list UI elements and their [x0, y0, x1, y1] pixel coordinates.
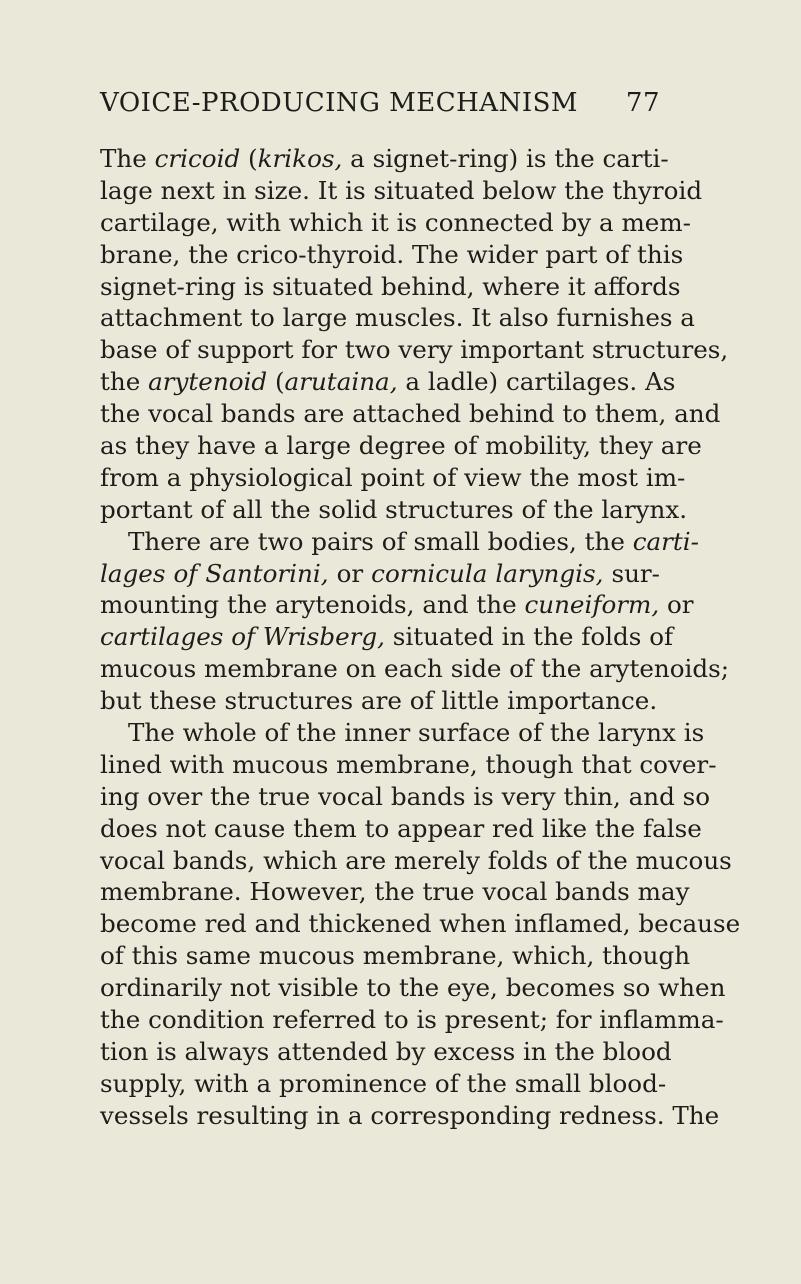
text-line: [100, 558, 660, 590]
text-segment: The: [100, 144, 155, 173]
text-segment: vessels resulting in a corresponding redness. The: [100, 1100, 720, 1130]
text-line: [100, 940, 691, 972]
text-segment: mucous membrane on each side of the arytenoids;: [100, 654, 730, 684]
text-segment: tion is always attended by excess in the blood: [100, 1036, 672, 1066]
text-line: [100, 908, 741, 940]
text-segment: from a physiological point of view the most im-: [100, 462, 686, 492]
text-line: [100, 334, 729, 366]
running-head: VOICE-PRODUCING MECHANISM: [100, 88, 579, 118]
italic-term: arutaina,: [284, 367, 398, 397]
text-segment: attachment to large muscles. It also furnishes a: [100, 303, 695, 333]
text-line: [100, 621, 674, 653]
italic-term: carti-: [632, 526, 699, 556]
italic-term: krikos,: [257, 144, 343, 173]
text-segment: lage next in size. It is situated below the thyroid: [100, 175, 703, 205]
text-segment: (: [240, 144, 258, 173]
text-segment: sur-: [603, 558, 660, 588]
text-segment: The whole of the inner surface of the larynx is: [128, 718, 705, 748]
text-line: [100, 175, 703, 207]
italic-term: cricoid: [154, 144, 241, 173]
text-segment: lined with mucous membrane, though that cover-: [100, 749, 717, 779]
text-segment: a signet-ring) is the carti-: [342, 144, 669, 173]
text-line: [100, 398, 721, 430]
text-segment: ing over the true vocal bands is very thin, and so: [100, 781, 711, 811]
text-segment: of this same mucous membrane, which, though: [100, 941, 691, 971]
text-segment: base of support for two very important structures,: [100, 335, 729, 365]
text-segment: (: [267, 367, 285, 397]
text-segment: as they have a large degree of mobility, they are: [100, 431, 702, 461]
text-line: [100, 1100, 720, 1132]
body-text: [100, 143, 741, 1132]
page-number: 77: [625, 88, 660, 118]
text-segment: does not cause them to appear red like the false: [100, 813, 702, 843]
text-segment: the condition referred to is present; for inflamma-: [100, 1005, 724, 1035]
text-line: [100, 845, 732, 877]
text-segment: vocal bands, which are merely folds of the mucous: [100, 845, 732, 875]
text-line: [100, 653, 730, 685]
text-segment: become red and thickened when inflamed, because: [100, 909, 741, 939]
italic-term: cornicula laryngis,: [371, 558, 604, 588]
italic-term: cuneiform,: [524, 590, 660, 620]
text-line: [100, 972, 726, 1004]
text-line: [100, 717, 705, 749]
text-line: [100, 430, 702, 462]
text-line: [100, 143, 669, 175]
text-line: [100, 1036, 672, 1068]
text-segment: ordinarily not visible to the eye, becomes so when: [100, 973, 726, 1003]
text-line: [100, 271, 681, 303]
italic-term: arytenoid: [148, 367, 268, 397]
text-segment: membrane. However, the true vocal bands may: [100, 877, 690, 907]
page-header: [100, 88, 660, 128]
italic-term: lages of Santorini,: [100, 558, 329, 588]
text-line: [100, 462, 686, 494]
text-segment: or: [328, 558, 372, 588]
text-line: [100, 876, 690, 908]
text-segment: There are two pairs of small bodies, the: [128, 526, 633, 556]
text-line: [100, 366, 676, 398]
text-segment: situated in the folds of: [384, 622, 674, 652]
text-segment: the vocal bands are attached behind to them, and: [100, 399, 721, 429]
text-segment: brane, the crico-thyroid. The wider part of this: [100, 239, 684, 269]
text-line: [100, 526, 699, 558]
text-line: [100, 494, 688, 526]
text-line: [100, 589, 694, 621]
text-line: [100, 1004, 724, 1036]
text-segment: but these structures are of little importance.: [100, 686, 658, 716]
text-segment: signet-ring is situated behind, where it affords: [100, 271, 681, 301]
text-segment: mounting the arytenoids, and the: [100, 590, 525, 620]
text-line: [100, 207, 691, 239]
text-line: [100, 813, 702, 845]
text-line: [100, 302, 695, 334]
text-segment: cartilage, with which it is connected by a mem-: [100, 207, 691, 237]
text-segment: supply, with a prominence of the small blood-: [100, 1068, 667, 1098]
text-segment: or: [659, 590, 694, 620]
text-segment: portant of all the solid structures of the larynx.: [100, 494, 688, 524]
text-segment: a ladle) cartilages. As: [397, 367, 676, 397]
text-segment: the: [100, 367, 149, 397]
text-line: [100, 749, 717, 781]
italic-term: cartilages of Wrisberg,: [100, 622, 385, 652]
text-line: [100, 239, 684, 271]
text-line: [100, 1068, 667, 1100]
text-line: [100, 781, 711, 813]
text-line: [100, 685, 660, 717]
